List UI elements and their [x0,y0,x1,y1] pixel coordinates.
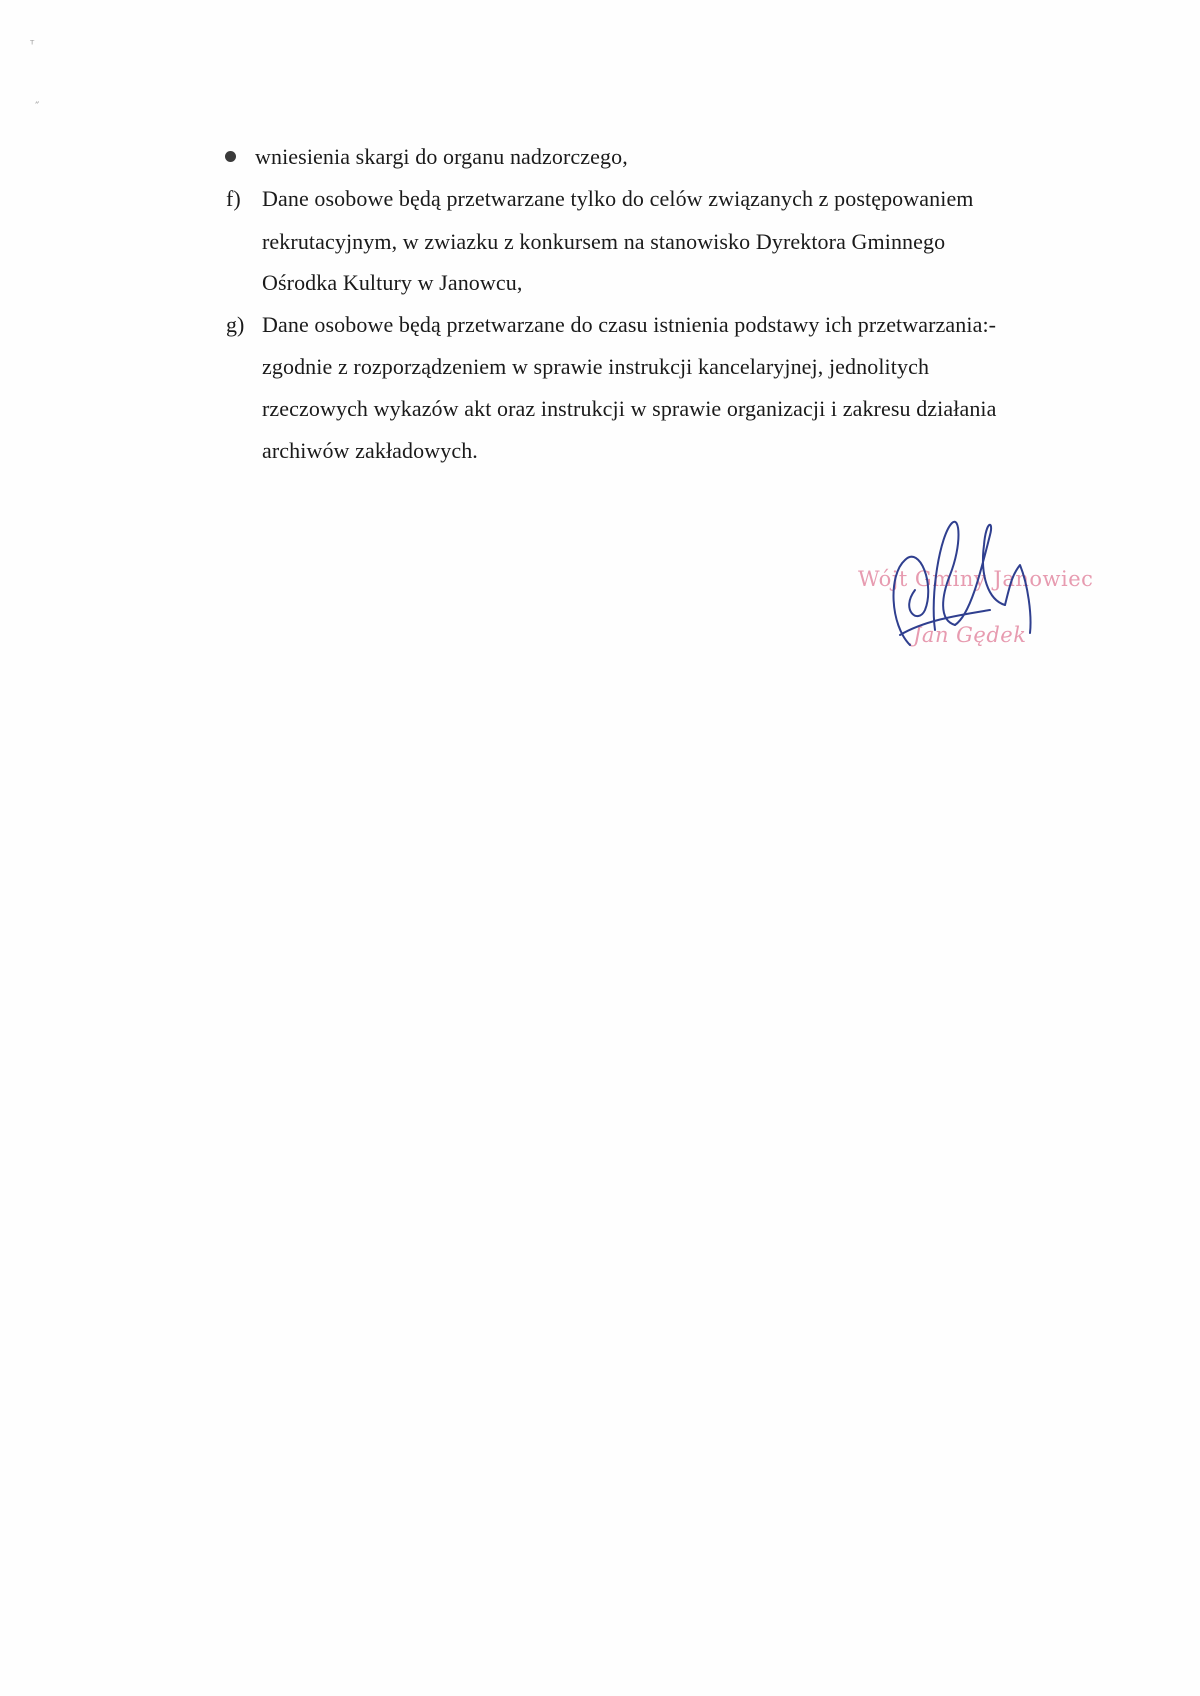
item-f-line-1: Dane osobowe będą przetwarzane tylko do celów związanych z postępowaniem [262,186,974,211]
item-marker-g: g) [226,312,245,337]
scan-artifact: ᵀ [30,38,35,51]
bullet-icon [225,151,236,162]
item-f-line-3: Ośrodka Kultury w Janowcu, [262,270,523,295]
bullet-item-text: wniesienia skargi do organu nadzorczego, [255,144,628,169]
item-f-line-2: rekrutacyjnym, w zwiazku z konkursem na stanowisko Dyrektora Gminnego [262,229,946,254]
item-g-line-1: Dane osobowe będą przetwarzane do czasu istnienia podstawy ich przetwarzania:- [262,312,997,337]
stamp-name: Jan Gędek [913,623,1027,647]
item-marker-f: f) [226,186,241,211]
stamp-title: Wójt Gminy Janowiec [858,567,1094,591]
item-g-line-2: zgodnie z rozporządzeniem w sprawie instrukcji kancelaryjnej, jednolitych [262,354,930,379]
item-g-line-3: rzeczowych wykazów akt oraz instrukcji w sprawie organizacji i zakresu działania [262,396,997,421]
handwritten-signature [880,515,1040,675]
scan-artifact: ˝ [34,100,40,113]
item-g-line-4: archiwów zakładowych. [262,438,478,463]
